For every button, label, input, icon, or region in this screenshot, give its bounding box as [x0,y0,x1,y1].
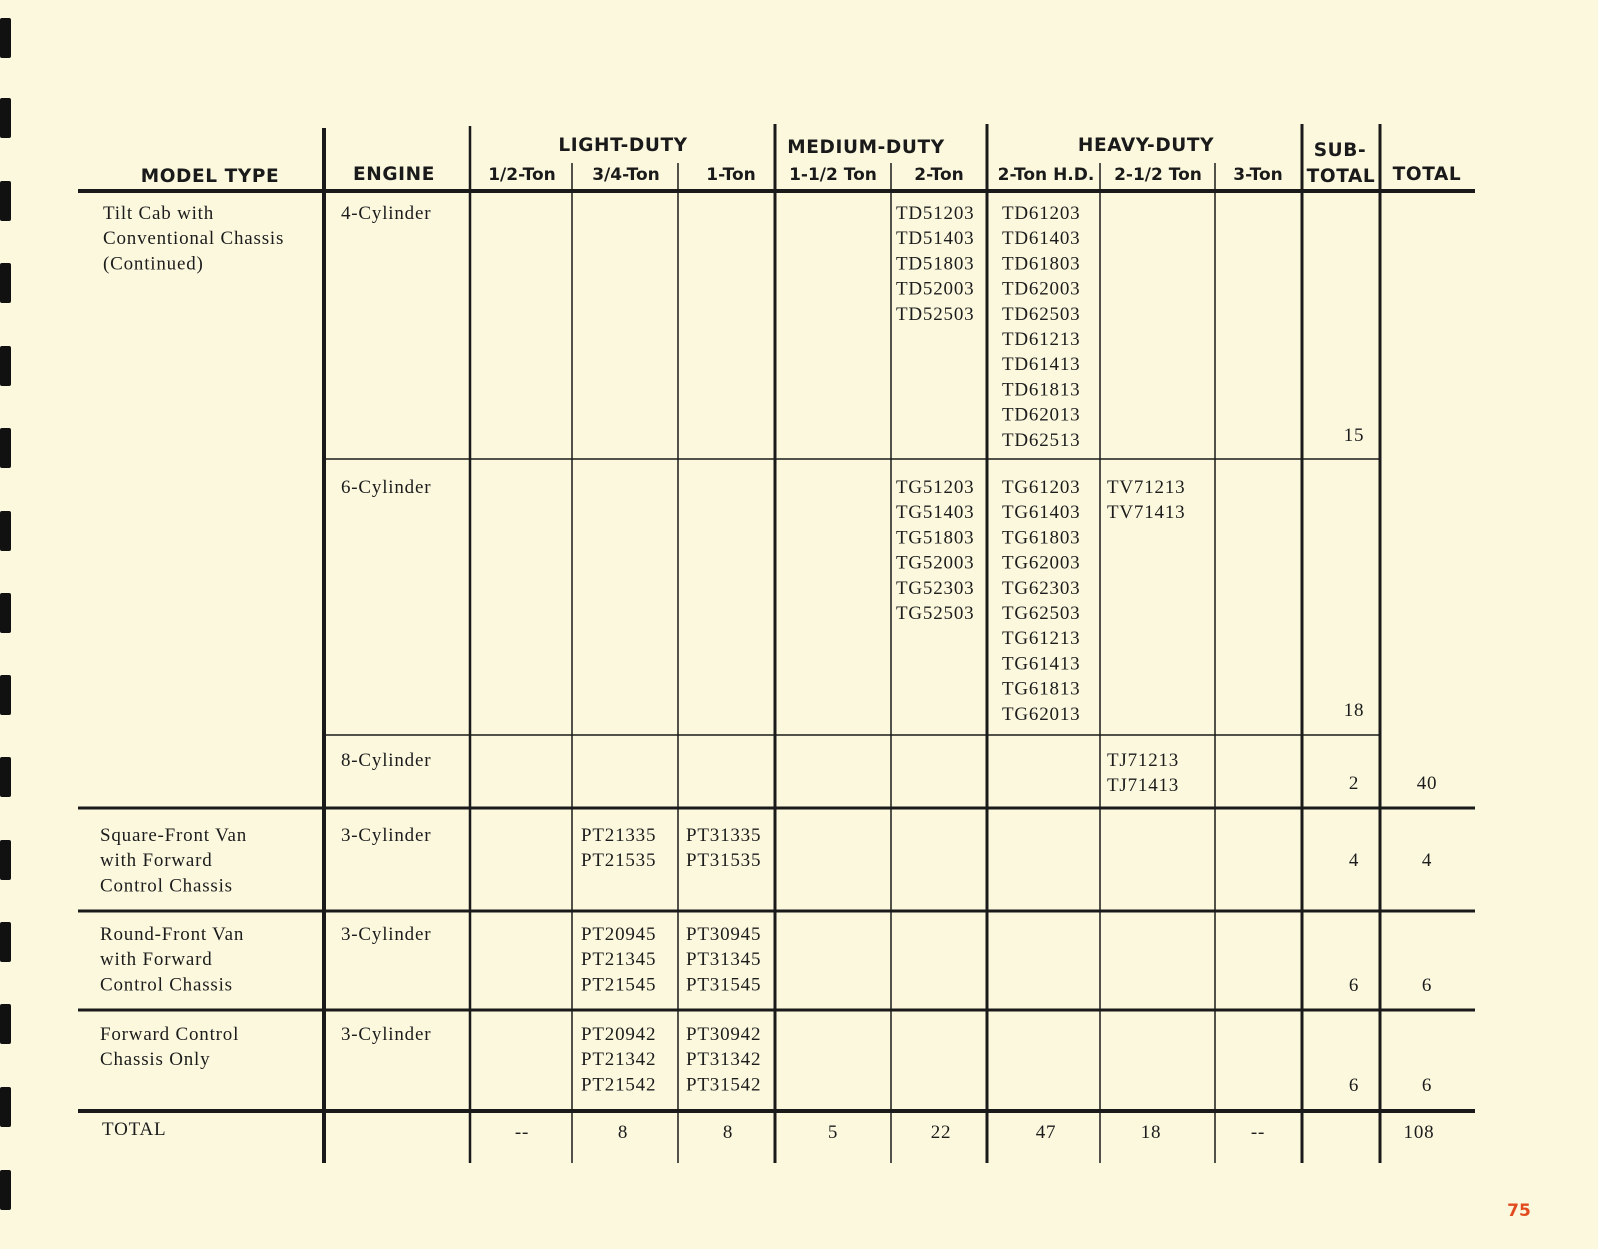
model-code: PT21535 [581,850,657,872]
engine-subtotal: 18 [1343,700,1365,721]
model-type-text: Round-Front Van [100,924,245,945]
model-code: TD61803 [1002,253,1081,275]
model-code: PT31345 [686,949,762,971]
header-sub-column: 2-Ton [914,165,964,185]
header-sub-column: 3-Ton [1233,165,1283,185]
engine-label: 3-Cylinder [341,1024,432,1045]
model-code: TD62513 [1002,429,1081,451]
totals-row-one-ton: 8 [722,1122,734,1143]
model-type-text: Conventional Chassis [103,228,285,250]
model-code: TG52303 [896,577,975,599]
engine-subtotal: 15 [1343,425,1365,446]
totals-row-label: TOTAL [102,1119,167,1140]
header-sub-column: 2-Ton H.D. [997,165,1095,185]
model-code: TD62013 [1002,404,1081,426]
model-code: TG52003 [896,552,975,574]
model-code: TD61203 [1002,203,1081,224]
model-code: TG61213 [1002,628,1081,650]
header-medium-duty: MEDIUM-DUTY [787,137,945,158]
model-code: TD51803 [896,253,975,275]
model-type-text: Chassis Only [100,1049,211,1071]
header-model-type: MODEL TYPE [140,166,280,187]
totals-row-total: 108 [1403,1122,1435,1143]
model-type-text: Square-Front Van [100,825,248,846]
model-code: PT31535 [686,850,762,872]
model-type-text: Forward Control [100,1024,240,1045]
model-code: TD62503 [1002,303,1081,325]
model-code: TD52503 [896,303,975,325]
model-code: PT31542 [686,1074,762,1096]
table-grid [78,124,1475,1163]
engine-subtotal: 4 [1348,850,1360,871]
model-code: TD52003 [896,278,975,300]
header-sub-column: 2-1/2 Ton [1114,165,1202,185]
header-heavy-duty: HEAVY-DUTY [1077,135,1215,156]
model-code: TG61813 [1002,678,1081,700]
model-code: TG62503 [1002,603,1081,624]
model-code: TD61213 [1002,329,1081,350]
model-code: TG52503 [896,603,975,624]
model-code: TD61813 [1002,379,1081,401]
model-code: TV71213 [1107,477,1186,498]
model-code: TD61413 [1002,354,1081,376]
model-code: PT30942 [686,1024,762,1045]
model-code: TG51803 [896,527,975,549]
model-code: TJ71413 [1107,775,1180,797]
header-total: TOTAL [1392,164,1462,185]
page-number: 75 [1507,1201,1531,1221]
table-body [100,203,1437,1143]
model-code: PT30945 [686,924,762,945]
model-code: PT21342 [581,1049,657,1071]
totals-row-three-quarter-ton: 8 [617,1122,629,1143]
group-total: 6 [1421,1075,1433,1096]
table-header [141,135,1462,187]
model-code: TG61803 [1002,527,1081,549]
engine-subtotal: 2 [1348,773,1360,794]
engine-label: 4-Cylinder [341,203,432,224]
header-sub-column: 1-Ton [706,165,756,185]
header-subtotal-line1: SUB- [1313,140,1367,161]
model-type-text: with Forward [100,850,213,872]
model-type-text: Control Chassis [100,875,233,897]
model-code: TG61413 [1002,653,1081,675]
model-type-text: with Forward [100,949,213,971]
header-sub-columns [488,165,1283,185]
model-code: PT20942 [581,1024,657,1045]
model-code: PT21345 [581,949,657,971]
model-code: TG51203 [896,477,975,498]
model-code: PT21542 [581,1074,657,1096]
model-code: PT20945 [581,924,657,945]
totals-row-half-ton: -- [514,1122,530,1143]
totals-row-one-half-ton: 5 [827,1122,839,1143]
model-code: TD51403 [896,228,975,250]
model-code: TG62003 [1002,552,1081,574]
engine-label: 6-Cylinder [341,477,432,498]
header-sub-column: 1-1/2 Ton [789,165,877,185]
engine-label: 3-Cylinder [341,825,432,846]
totals-row-two-half-ton: 18 [1140,1122,1162,1143]
model-code: TG61403 [1002,502,1081,524]
model-code: PT21545 [581,974,657,996]
model-code: TG62303 [1002,577,1081,599]
model-type-text: (Continued) [103,253,204,275]
model-code: PT31335 [686,825,762,846]
totals-row-two-ton-hd: 47 [1035,1122,1057,1143]
engine-subtotal: 6 [1348,975,1360,996]
group-total: 6 [1421,975,1433,996]
model-code: TD62003 [1002,278,1081,300]
model-code: PT31545 [686,974,762,996]
model-type-text: Control Chassis [100,974,233,996]
engine-subtotal: 6 [1348,1075,1360,1096]
model-code: TV71413 [1107,502,1186,524]
model-code: TG62013 [1002,703,1081,725]
group-total: 4 [1421,850,1433,871]
model-code: TD61403 [1002,228,1081,250]
engine-label: 3-Cylinder [341,924,432,945]
model-code: TG61203 [1002,477,1081,498]
totals-row-three-ton: -- [1250,1122,1266,1143]
model-code: PT31342 [686,1049,762,1071]
header-subtotal-line2: TOTAL [1306,166,1376,187]
engine-label: 8-Cylinder [341,750,432,771]
model-type-text: Tilt Cab with [103,203,215,224]
model-code: TJ71213 [1107,750,1180,771]
header-light-duty: LIGHT-DUTY [558,135,688,156]
header-engine: ENGINE [353,164,435,185]
header-sub-column: 3/4-Ton [592,165,660,185]
header-sub-column: 1/2-Ton [488,165,556,185]
model-code: TD51203 [896,203,975,224]
group-total: 40 [1416,773,1438,794]
model-code: PT21335 [581,825,657,846]
totals-row-two-ton: 22 [930,1122,952,1143]
model-code: TG51403 [896,502,975,524]
